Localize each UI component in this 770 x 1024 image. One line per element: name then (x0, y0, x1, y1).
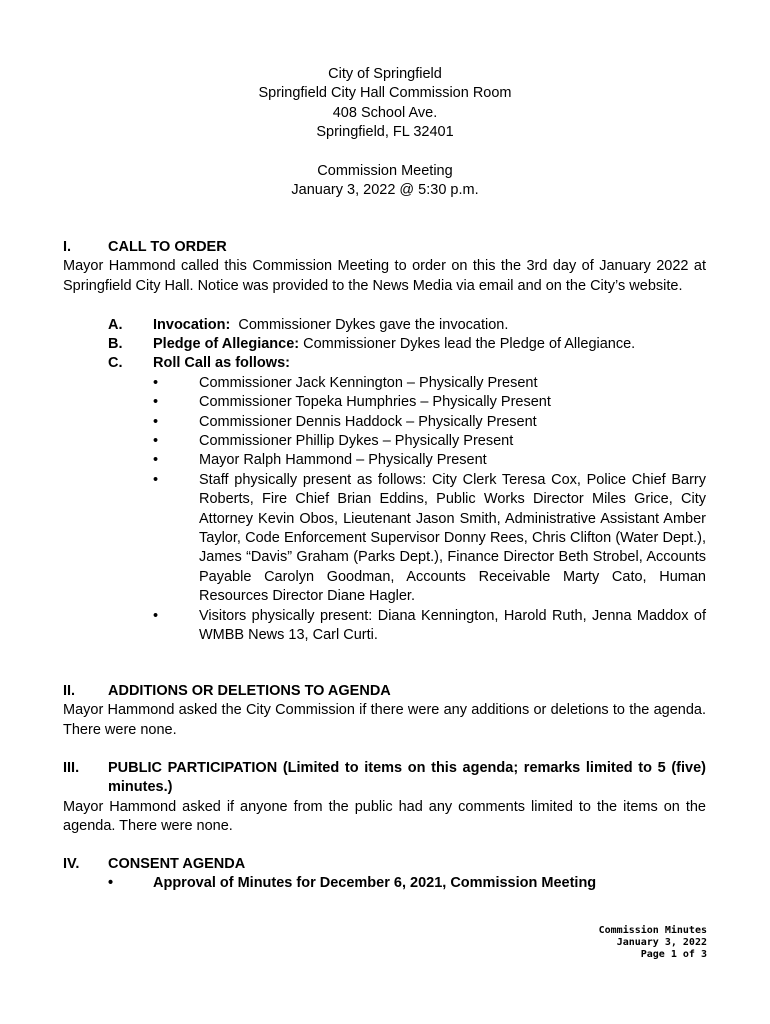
header-room: Springfield City Hall Commission Room (258, 85, 512, 102)
bullet-icon: • (153, 413, 159, 430)
item-text: Commissioner Dykes lead the Pledge of Allegiance. (299, 336, 636, 353)
page-of-label: of (676, 949, 701, 960)
roll-call-staff: Staff physically present as follows: City Clerk Teresa Cox, Police Chief Barry Roberts, Fire Chief Brian Eddins, Public Works Director Miles Grice, City Attorney Kevin Obos, Lieutenant Jason Smith, Administrative Assistant Amber Taylor, Code Enforcement Supervisor Donny Rees, Chris Clifton (Water Dept.), James “Davis” Graham (Parks Dept.), Finance Director Beth Strobel, Accounts Payable Carolyn Goodman, Accounts Receivable Marty Cato, Human Resources Director Diane Hagler. (199, 471, 706, 605)
page-current: 1 (670, 949, 677, 960)
section-public-participation (63, 759, 706, 837)
bullet-icon: • (108, 875, 114, 892)
section-title: CONSENT AGENDA (108, 856, 246, 872)
call-to-order-items (108, 316, 706, 374)
page-footer (599, 925, 707, 961)
header-address-line2: Springfield, FL 32401 (316, 124, 454, 141)
page-label: Page (640, 949, 671, 960)
list-item (153, 393, 706, 412)
bullet-icon: • (153, 452, 159, 469)
item-label: Pledge of Allegiance: (153, 336, 300, 353)
section-heading (63, 682, 706, 701)
list-item-roll-call (108, 354, 706, 373)
section-title: CALL TO ORDER (108, 239, 227, 255)
bullet-icon: • (153, 433, 159, 450)
section-heading (63, 238, 706, 257)
section-title: PUBLIC PARTICIPATION (Limited to items on this agenda; remarks limited to 5 (five) minutes.) (108, 760, 706, 796)
section-paragraph: Mayor Hammond asked the City Commission if there were any additions or deletions to the agenda. There were none. (63, 702, 706, 738)
bullet-icon: • (153, 607, 159, 624)
section-number: III. (63, 760, 80, 776)
roll-call-entry: Commissioner Topeka Humphries – Physically Present (199, 394, 551, 411)
document-header (0, 65, 770, 201)
list-item-invocation (108, 316, 706, 335)
bullet-icon: • (153, 471, 159, 488)
section-number: I. (63, 239, 72, 255)
section-consent-agenda (63, 855, 706, 894)
section-paragraph: Mayor Hammond called this Commission Meeting to order on this the 3rd day of January 2022 at Springfield City Hall. Notice was provided to the News Media via email and on the City’s website. (63, 258, 706, 294)
roll-call-entry: Commissioner Dennis Haddock – Physically Present (199, 413, 537, 430)
roll-call-list (153, 374, 706, 646)
footer-page-number (599, 949, 707, 961)
item-letter: C. (108, 355, 123, 372)
section-heading (63, 759, 706, 798)
section-paragraph: Mayor Hammond asked if anyone from the public had any comments limited to the items on the agenda. There were none. (63, 798, 706, 835)
section-number: IV. (63, 856, 80, 872)
header-meeting-type: Commission Meeting (317, 163, 453, 180)
roll-call-entry: Commissioner Phillip Dykes – Physically Present (199, 433, 514, 450)
item-letter: A. (108, 316, 123, 333)
list-item (153, 374, 706, 393)
list-item-pledge (108, 335, 706, 354)
item-label: Invocation: (153, 316, 231, 333)
section-title: ADDITIONS OR DELETIONS TO AGENDA (108, 683, 391, 699)
roll-call-entry: Commissioner Jack Kennington – Physically Present (199, 374, 538, 391)
bullet-icon: • (153, 394, 159, 411)
section-heading (63, 855, 706, 874)
header-address-line1: 408 School Ave. (332, 104, 438, 121)
list-item (153, 451, 706, 470)
header-city: City of Springfield (328, 66, 442, 82)
item-label: Roll Call as follows: (153, 355, 290, 372)
footer-title: Commission Minutes (598, 925, 707, 936)
list-item (153, 607, 706, 646)
list-item (153, 432, 706, 451)
consent-item-text: Approval of Minutes for December 6, 2021, Commission Meeting (153, 875, 597, 892)
page-total: 3 (700, 949, 707, 960)
list-item (153, 413, 706, 432)
item-text: Commissioner Dykes gave the invocation. (230, 316, 509, 333)
header-date-time: January 3, 2022 @ 5:30 p.m. (291, 182, 479, 199)
consent-agenda-item (108, 874, 706, 893)
roll-call-visitors: Visitors physically present: Diana Kennington, Harold Ruth, Jenna Maddox of WMBB News 13, Carl Curti. (199, 607, 706, 644)
section-call-to-order (63, 238, 706, 646)
section-number: II. (63, 683, 76, 699)
list-item (153, 471, 706, 607)
roll-call-entry: Mayor Ralph Hammond – Physically Present (199, 452, 487, 469)
bullet-icon: • (153, 374, 159, 391)
item-letter: B. (108, 336, 123, 353)
section-additions-deletions (63, 682, 706, 740)
footer-date: January 3, 2022 (616, 937, 707, 948)
